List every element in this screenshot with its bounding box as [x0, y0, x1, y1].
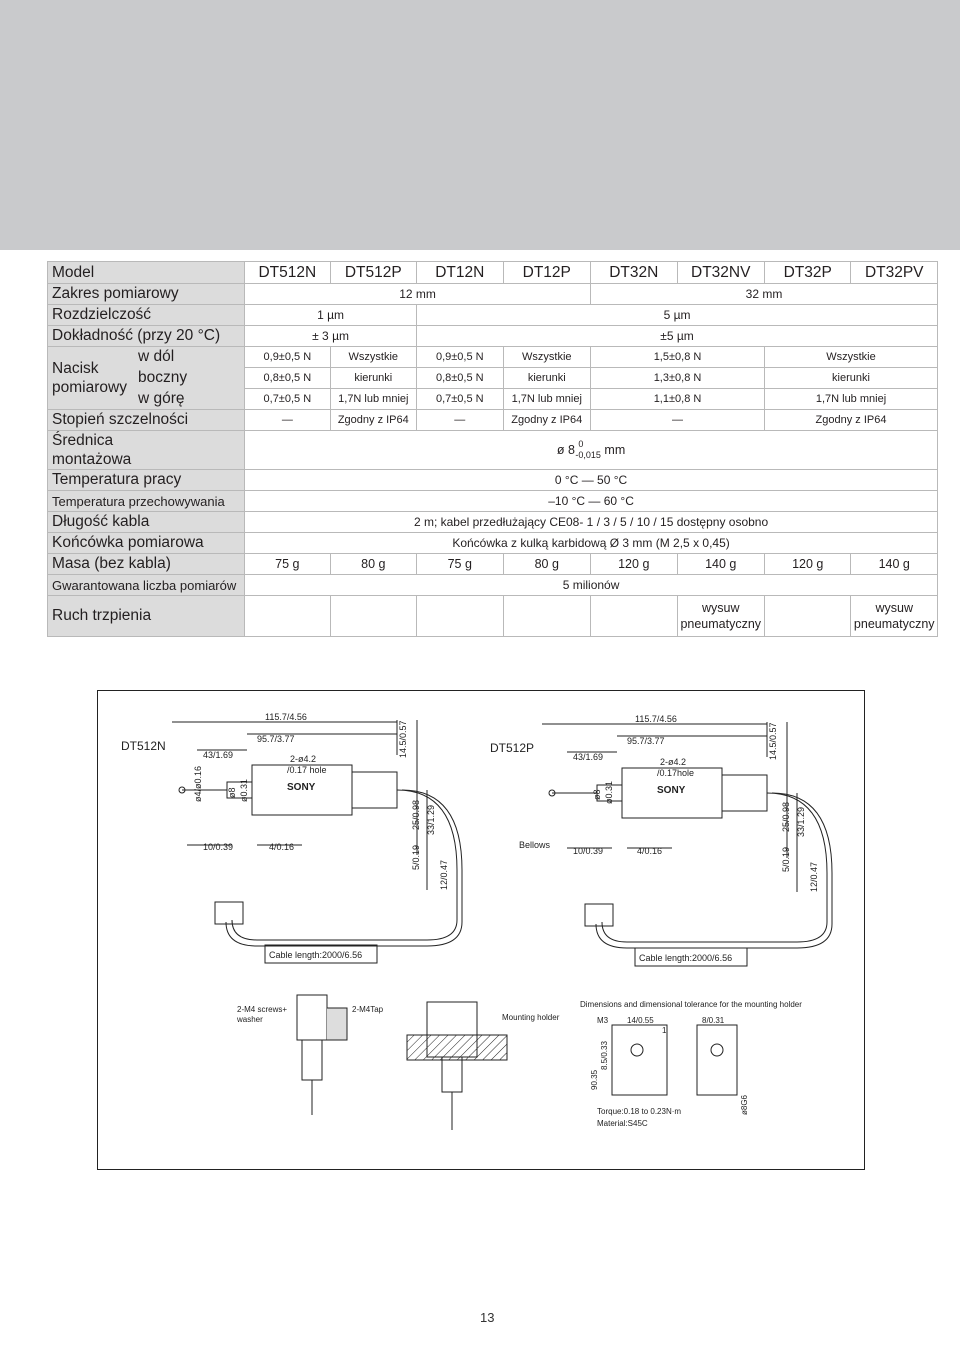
stroke-pneu-1: wysuw: [875, 601, 913, 615]
mount-label-2: montażowa: [52, 451, 132, 468]
dt512n-dim: 95.7/3.77: [257, 734, 295, 744]
force-down-c4: Wszystkie: [503, 347, 590, 368]
force-label-cell: [48, 347, 245, 410]
header-label: Model: [48, 262, 245, 284]
sealing-dash: —: [245, 410, 330, 431]
force-label-1: Nacisk: [52, 360, 99, 377]
mount-tol-low: -0,015: [575, 450, 601, 460]
stroke-c1: [245, 596, 330, 637]
model-header: DT12P: [503, 262, 590, 284]
stroke-label: Ruch trzpienia: [48, 596, 245, 637]
mount-d5: 90.35: [590, 1069, 599, 1090]
dt512n-dim: 4/0.16: [269, 842, 295, 852]
dt512p-dim: 14.5/0.57: [768, 722, 778, 760]
mount-torque: Torque:0.18 to 0.23N·m: [597, 1107, 682, 1116]
force-side-c3: 0,8±0,5 N: [417, 368, 503, 389]
accuracy-row: [48, 326, 938, 347]
dt512n-dim: 2-ø4.2: [290, 754, 317, 764]
force-label-2: pomiarowy: [52, 379, 127, 396]
force-down-c2: Wszystkie: [330, 347, 416, 368]
force-up-c1: 0,7±0,5 N: [245, 389, 330, 410]
life-row: [48, 575, 938, 596]
dt512n-dim: 5/0.19: [411, 844, 421, 870]
tip-value: Końcówka z kulką karbidową Ø 3 mm (M 2,5 x 0,45): [245, 533, 938, 554]
sealing-row: [48, 410, 938, 431]
op-temp-value: 0 °C — 50 °C: [245, 470, 938, 491]
life-value: 5 milionów: [245, 575, 938, 596]
model-header: DT32NV: [677, 262, 764, 284]
mount-diameter: ø 8: [556, 443, 575, 457]
range-12: 12 mm: [245, 284, 591, 305]
dt512p-dim: 2-ø4.2: [660, 757, 687, 767]
stroke-c7: [764, 596, 850, 637]
drawings-svg: [97, 690, 865, 1170]
mount-value-cell: [245, 431, 938, 470]
dt512p-dim: 33/1.29: [796, 806, 806, 837]
tip-row: [48, 533, 938, 554]
sealing-ip: Zgodny z IP64: [764, 410, 937, 431]
stroke-c3: [417, 596, 503, 637]
storage-temp-value: –10 °C — 60 °C: [245, 491, 938, 512]
force-down-row: [48, 347, 938, 368]
storage-temp-row: [48, 491, 938, 512]
mass-value: 80 g: [503, 554, 590, 575]
force-up-label: w górę: [138, 389, 185, 407]
dt512p-dim: ø0.31: [604, 780, 614, 804]
mount-d3: 8/0.31: [702, 1016, 725, 1025]
model-header: DT32PV: [851, 262, 938, 284]
dt512p-dim: 12/0.47: [809, 861, 819, 892]
force-side-c5: 1,3±0,8 N: [591, 368, 765, 389]
force-side-c6: kierunki: [764, 368, 937, 389]
dt512n-dim: ø8: [227, 787, 237, 798]
mount-tap: 2-M4Tap: [352, 1005, 384, 1014]
top-gray-band: [0, 0, 960, 250]
mount-d1: 14/0.55: [627, 1016, 654, 1025]
stroke-row: [48, 596, 938, 637]
mount-label-cell: [48, 431, 245, 470]
mount-washer: washer: [237, 1015, 263, 1024]
stroke-c4: [503, 596, 590, 637]
dt512n-dim: ø0.31: [239, 778, 249, 802]
mount-m3: M3: [597, 1016, 609, 1025]
mount-d4: 8.5/0.33: [600, 1041, 609, 1070]
dt512n-dim: 115.7/4.56: [265, 712, 307, 722]
dt512p-dim: 10/0.39: [573, 846, 604, 856]
specifications-table: [47, 261, 938, 637]
model-header: DT512N: [245, 262, 330, 284]
model-header: DT12N: [417, 262, 503, 284]
dt512p-title: DT512P: [490, 741, 535, 755]
force-side-c1: 0,8±0,5 N: [245, 368, 330, 389]
life-label: Gwarantowana liczba pomiarów: [48, 575, 245, 596]
sealing-label: Stopień szczelności: [48, 410, 245, 431]
accuracy-label: Dokładność (przy 20 °C): [48, 326, 245, 347]
sealing-dash: —: [417, 410, 503, 431]
sealing-ip: Zgodny z IP64: [330, 410, 416, 431]
resolution-label: Rozdzielczość: [48, 305, 245, 326]
force-down-c6: Wszystkie: [764, 347, 937, 368]
dt512p-bellows: Bellows: [519, 840, 551, 850]
technical-drawings: [97, 690, 865, 1170]
force-side-label: boczny: [138, 368, 188, 386]
mount-row: [48, 431, 938, 470]
model-header: DT32P: [764, 262, 850, 284]
stroke-pneu-2: pneumatyczny: [680, 617, 762, 631]
dt512n-dim: 14.5/0.57: [398, 720, 408, 758]
sealing-dash: —: [591, 410, 765, 431]
dt512n-brand: SONY: [287, 782, 316, 793]
mass-label: Masa (bez kabla): [48, 554, 245, 575]
stroke-c2: [330, 596, 416, 637]
dt512p-cable-length: Cable length:2000/6.56: [639, 953, 733, 963]
force-up-c6: 1,7N lub mniej: [764, 389, 937, 410]
dt512p-dim: /0.17hole: [657, 768, 695, 778]
force-down-label: w dól: [138, 348, 175, 366]
mount-d6: ø8G6: [740, 1094, 749, 1115]
stroke-pneumatic: [851, 596, 938, 637]
dt512p-dim: 43/1.69: [573, 752, 604, 762]
mount-holder-label: Mounting holder: [502, 1013, 560, 1022]
resolution-1: 1 µm: [245, 305, 417, 326]
dt512n-dim: 25/0.98: [411, 799, 421, 830]
dt512p-dim: 115.7/4.56: [635, 714, 677, 724]
dt512n-dim: 10/0.39: [203, 842, 234, 852]
mass-value: 120 g: [591, 554, 677, 575]
mass-row: [48, 554, 938, 575]
dt512n-dim: 12/0.47: [439, 859, 449, 890]
mass-value: 80 g: [330, 554, 416, 575]
header-row: [48, 262, 938, 284]
stroke-c5: [591, 596, 677, 637]
dt512p-dim: ø8: [592, 789, 602, 800]
accuracy-5: ±5 µm: [417, 326, 938, 347]
mass-value: 140 g: [851, 554, 938, 575]
mass-value: 120 g: [764, 554, 850, 575]
range-32: 32 mm: [591, 284, 938, 305]
dt512n-cable-length: Cable length:2000/6.56: [269, 950, 363, 960]
force-up-c2: 1,7N lub mniej: [330, 389, 416, 410]
op-temp-row: [48, 470, 938, 491]
dt512p-dim: 5/0.19: [781, 846, 791, 872]
mount-material: Material:S45C: [597, 1119, 648, 1128]
mount-screws: 2-M4 screws+: [237, 1005, 288, 1014]
mass-value: 140 g: [677, 554, 764, 575]
page-number: 13: [480, 1310, 495, 1325]
force-down-c3: 0,9±0,5 N: [417, 347, 503, 368]
storage-temp-label: Temperatura przechowywania: [48, 491, 245, 512]
force-side-c4: kierunki: [503, 368, 590, 389]
stroke-pneu-2: pneumatyczny: [853, 617, 935, 631]
cable-row: [48, 512, 938, 533]
tip-label: Końcówka pomiarowa: [48, 533, 245, 554]
cable-value: 2 m; kabel przedłużający CE08- 1 / 3 / 5 / 10 / 15 dostępny osobno: [245, 512, 938, 533]
force-down-c5: 1,5±0,8 N: [591, 347, 765, 368]
stroke-pneu-1: wysuw: [701, 601, 740, 615]
range-label: Zakres pomiarowy: [48, 284, 245, 305]
dt512p-dim: 95.7/3.77: [627, 736, 665, 746]
dt512n-title: DT512N: [121, 739, 166, 753]
force-side-c2: kierunki: [330, 368, 416, 389]
force-up-c3: 0,7±0,5 N: [417, 389, 503, 410]
force-up-c5: 1,1±0,8 N: [591, 389, 765, 410]
range-row: [48, 284, 938, 305]
mount-label-1: Średnica: [52, 432, 114, 449]
force-up-c4: 1,7N lub mniej: [503, 389, 590, 410]
force-down-c1: 0,9±0,5 N: [245, 347, 330, 368]
dt512p-dim: 4/0.16: [637, 846, 663, 856]
mount-dim-title: Dimensions and dimensional tolerance for the mounting holder: [580, 1000, 802, 1009]
mass-value: 75 g: [417, 554, 503, 575]
cable-label: Długość kabla: [48, 512, 245, 533]
dt512n-dim: 33/1.29: [426, 804, 436, 835]
dt512n-dim: 43/1.69: [203, 750, 234, 760]
accuracy-3: ± 3 µm: [245, 326, 417, 347]
model-header: DT32N: [591, 262, 677, 284]
model-header: DT512P: [330, 262, 416, 284]
mass-value: 75 g: [245, 554, 330, 575]
dt512p-dim: 25/0.98: [781, 801, 791, 832]
mount-d2: 1: [662, 1026, 667, 1035]
mount-tol-up: 0: [578, 439, 584, 449]
sealing-ip: Zgodny z IP64: [503, 410, 590, 431]
dt512n-dim: /0.17 hole: [287, 765, 327, 775]
mount-unit: mm: [604, 443, 626, 457]
op-temp-label: Temperatura pracy: [48, 470, 245, 491]
dt512p-brand: SONY: [657, 785, 686, 796]
resolution-row: [48, 305, 938, 326]
resolution-5: 5 µm: [417, 305, 938, 326]
stroke-pneumatic: [677, 596, 764, 637]
dt512n-dim: ø4/ø0.16: [193, 765, 203, 802]
